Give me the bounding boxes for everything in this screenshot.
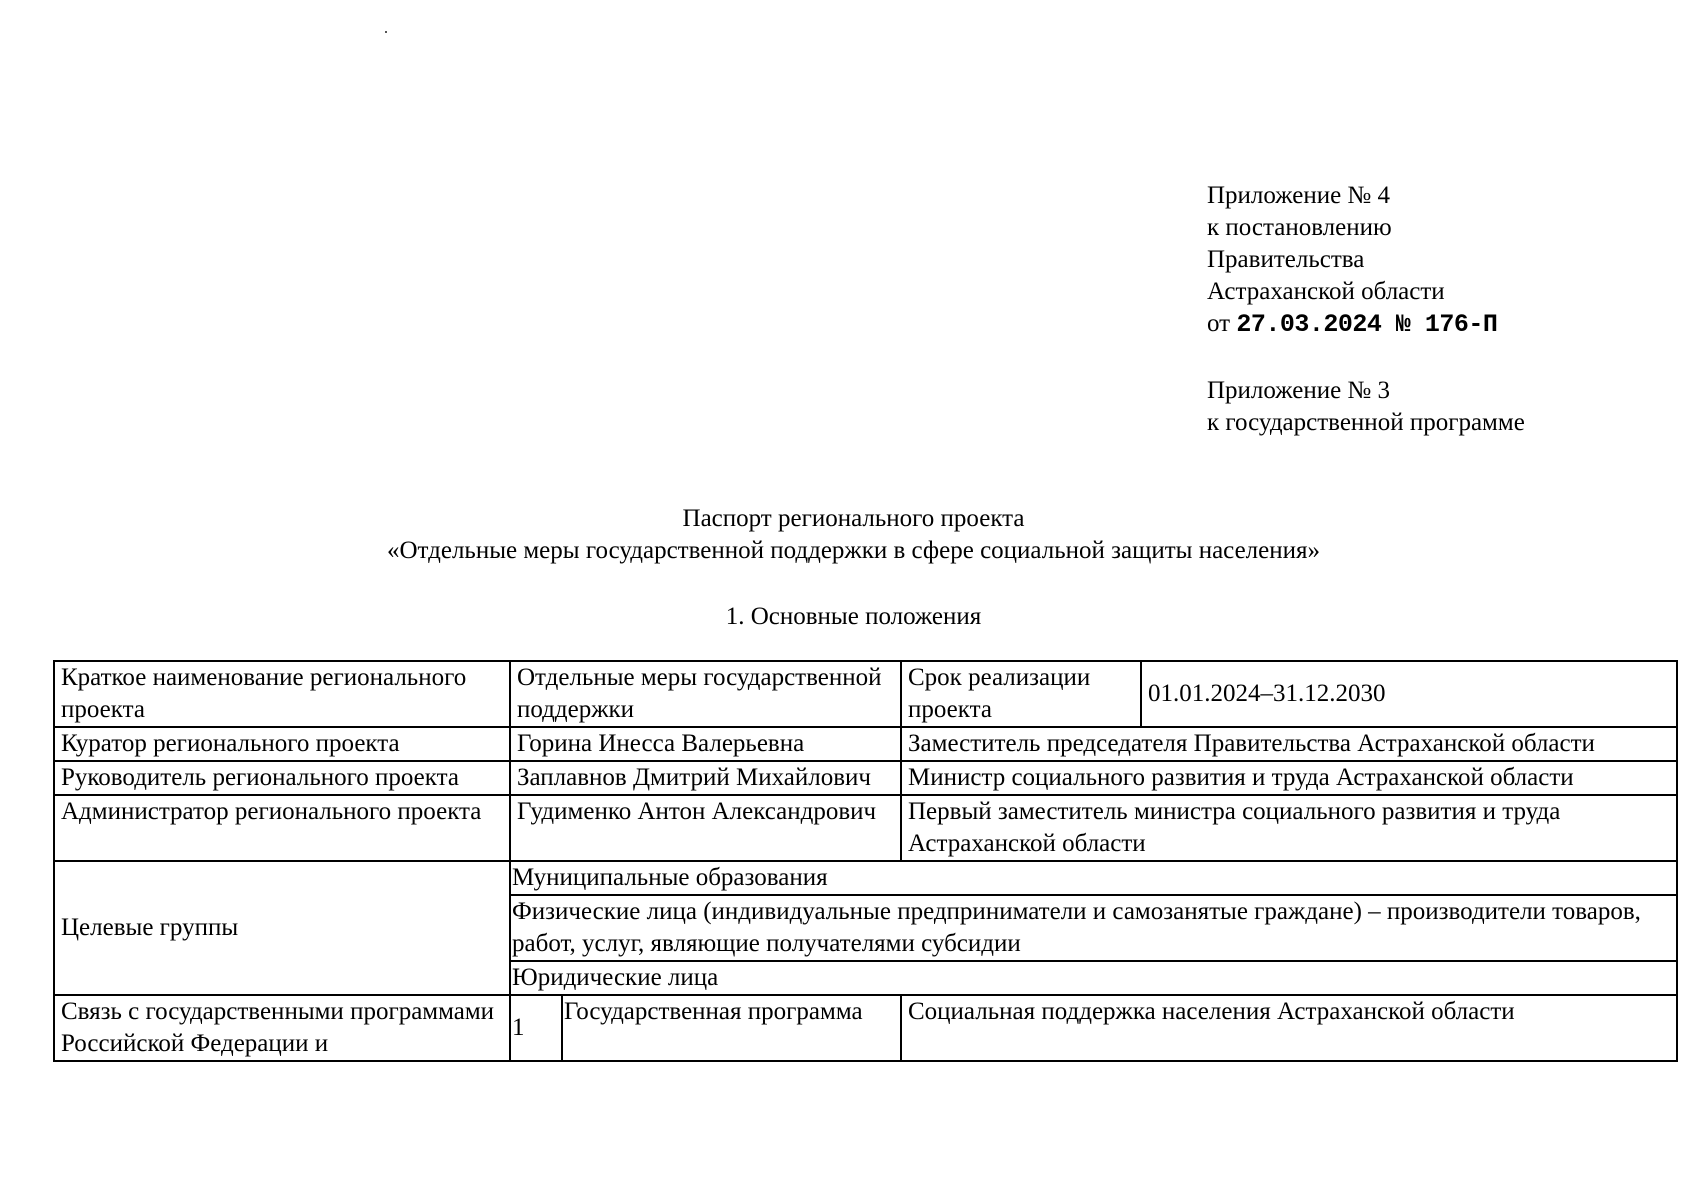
admin-name: Гудименко Антон Александрович <box>510 795 901 861</box>
table-row-head <box>54 761 1677 795</box>
table-row-admin <box>54 795 1677 861</box>
program-link-label: Связь с государственными программами Российской Федерации и <box>54 995 510 1061</box>
table-row-program-link <box>54 995 1677 1061</box>
head-position: Министр социального развития и труда Астраханской области <box>901 761 1677 795</box>
section-title: 1. Основные положения <box>725 603 982 630</box>
appendix-3-line1: Приложение № 3 <box>1207 377 1391 404</box>
appendix-4-line3: Правительства <box>1207 246 1365 273</box>
target-groups-label: Целевые группы <box>54 861 510 995</box>
table-row-short-name <box>54 661 1677 727</box>
admin-position: Первый заместитель министра социального развития и труда Астраханской области <box>901 795 1677 861</box>
term-label: Срок реализации проекта <box>901 661 1141 727</box>
short-name-value: Отдельные меры государственной поддержки <box>510 661 901 727</box>
appendix-4-date-line <box>1207 308 1667 341</box>
scan-speck <box>385 31 387 33</box>
curator-label: Куратор регионального проекта <box>54 727 510 761</box>
curator-name: Горина Инесса Валерьевна <box>510 727 901 761</box>
short-name-label: Краткое наименование регионального проекта <box>54 661 510 727</box>
curator-position: Заместитель председателя Правительства Астраханской области <box>901 727 1677 761</box>
program-link-type: Государственная программа <box>562 995 901 1061</box>
date-stamp: 27.03.2024 № 176-П <box>1236 310 1498 339</box>
table-row-curator <box>54 727 1677 761</box>
head-name: Заплавнов Дмитрий Михайлович <box>510 761 901 795</box>
document-title-line1: Паспорт регионального проекта <box>682 505 1025 532</box>
admin-label: Администратор регионального проекта <box>54 795 510 861</box>
target-group-1: Муниципальные образования <box>510 861 1677 895</box>
table-row-target-group-1 <box>54 861 1677 895</box>
target-group-3: Юридические лица <box>510 961 1677 995</box>
appendix-4-line2: к постановлению <box>1207 214 1392 241</box>
program-link-number: 1 <box>510 995 562 1061</box>
program-link-value: Социальная поддержка населения Астраханской области <box>901 995 1677 1061</box>
appendix-4-line1: Приложение № 4 <box>1207 182 1391 209</box>
appendix-4-header <box>1207 180 1667 341</box>
term-value: 01.01.2024–31.12.2030 <box>1141 661 1677 727</box>
appendix-3-header <box>1207 375 1667 439</box>
head-label: Руководитель регионального проекта <box>54 761 510 795</box>
appendix-4-line4: Астраханской области <box>1207 278 1445 305</box>
date-prefix: от <box>1207 310 1237 337</box>
target-group-2: Физические лица (индивидуальные предприниматели и самозанятые граждане) – производители товаров, работ, услуг, являющие получателями субсидии <box>510 895 1677 961</box>
appendix-3-line2: к государственной программе <box>1207 409 1525 436</box>
document-title-line2: «Отдельные меры государственной поддержки в сфере социальной защиты населения» <box>386 537 1321 564</box>
document-title <box>0 503 1707 567</box>
passport-table <box>53 660 1678 1062</box>
